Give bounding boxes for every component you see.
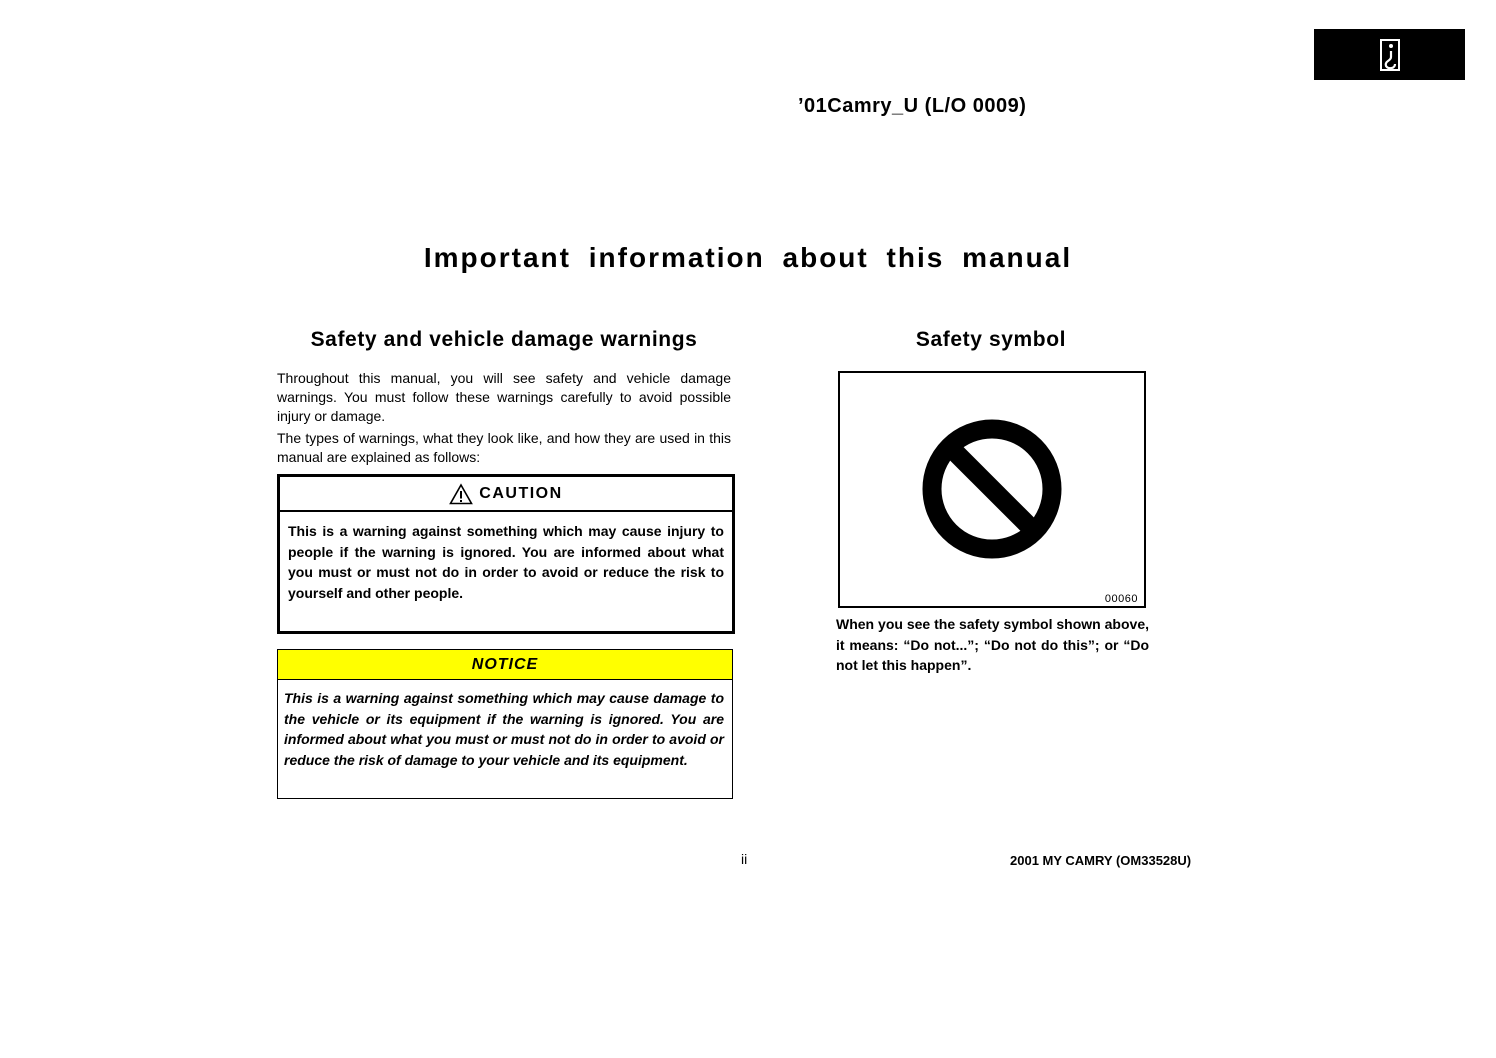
prohibition-icon [922,419,1062,559]
page-title: Important information about this manual [423,242,1073,273]
notice-header [278,650,732,680]
intro-paragraph: Throughout this manual, you will see safety and vehicle damage warnings. You must follow these warnings carefully to avoid possible injury or damage. [277,370,731,424]
document-id: ’01Camry_U (L/O 0009) [798,95,1027,117]
safety-symbol-caption: When you see the safety symbol shown above, it means: “Do not...”; “Do not do this”; or “Do not let this happen”. [836,616,1149,673]
notice-box [277,649,733,799]
warnings-section-heading: Safety and vehicle damage warnings [310,328,698,351]
notice-label: NOTICE [471,655,539,673]
corner-tab [1314,29,1465,80]
warning-triangle-icon [449,483,473,505]
caution-header [280,477,732,512]
safety-symbol-heading: Safety symbol [915,328,1067,351]
inverted-question-mark-icon [1378,38,1402,72]
notice-text: This is a warning against something which may cause damage to the vehicle or its equipment if the warning is ignored. You are informed about what you must or must not do in order to avoid or reduce the risk of damage to your vehicle and its equipment. [284,690,724,768]
footer-document-code: 2001 MY CAMRY (OM33528U) [1010,853,1192,868]
warning-types-paragraph: The types of warnings, what they look like, and how they are used in this manual are explained as follows: [277,430,731,465]
caution-box [277,474,735,634]
figure-id: 00060 [1104,593,1138,605]
safety-symbol-figure [838,371,1146,608]
page-number: ii [741,851,748,867]
caution-text: This is a warning against something which may cause injury to people if the warning is ignored. You are informed about what you must or must not do in order to avoid or reduce the risk to yourself and other people. [288,523,724,601]
caution-label: CAUTION [479,484,563,502]
